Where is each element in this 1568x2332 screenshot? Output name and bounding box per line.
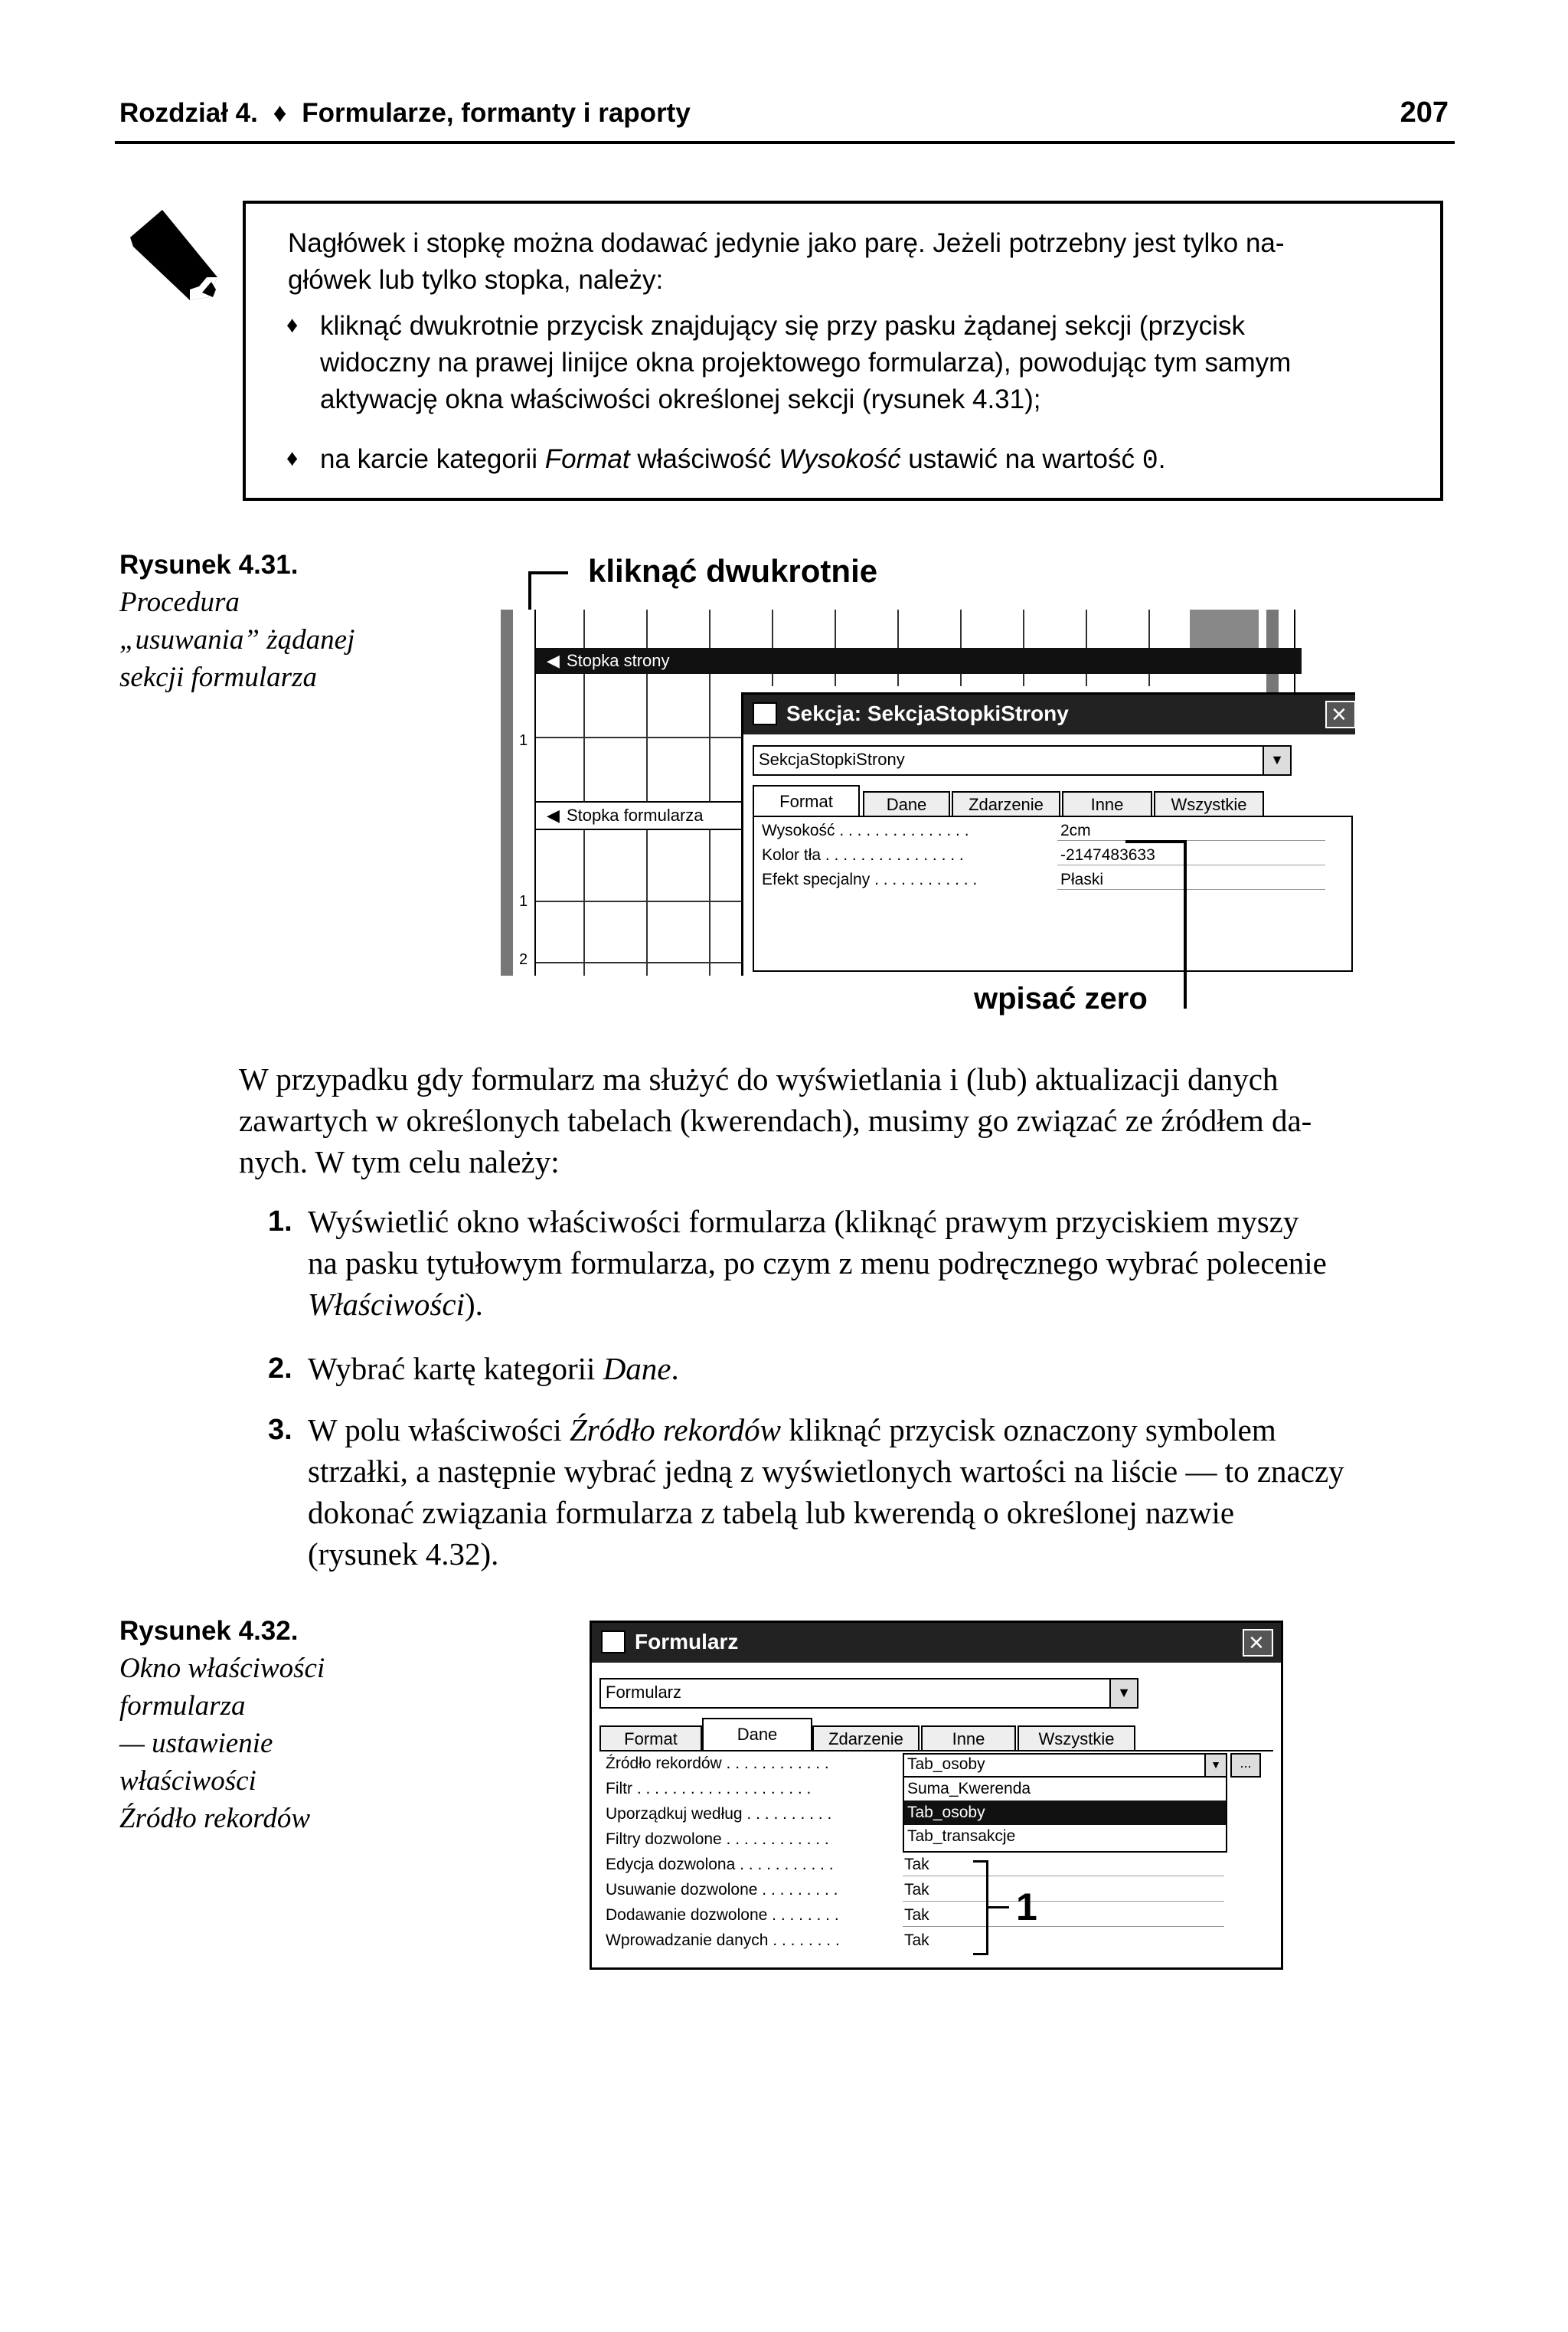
list-item-line: (rysunek 4.32). (308, 1536, 499, 1572)
dropdown-option[interactable]: Tab_transakcje (907, 1827, 1016, 1845)
chapter-label: Rozdział 4. (119, 98, 258, 128)
note-intro-line2: główek lub tylko stopka, należy: (288, 265, 664, 295)
page-number: 207 (1400, 96, 1449, 129)
prop-name: Uporządkuj według . . . . . . . . . . (606, 1805, 832, 1823)
object-selector[interactable]: Formularz ▼ (599, 1678, 1138, 1709)
header-rule (115, 141, 1455, 144)
ruler-mark: 1 (519, 893, 528, 910)
list-item-line: Wyświetlić okno właściwości formularza (kliknąć prawym przyciskiem myszy (308, 1204, 1299, 1239)
prop-name: Wysokość . . . . . . . . . . . . . . . (762, 822, 969, 839)
annotation-double-click: kliknąć dwukrotnie (588, 553, 878, 589)
vertical-ruler (514, 610, 536, 976)
builder-button[interactable]: ... (1230, 1753, 1261, 1778)
note-bullet1-line2: widoczny na prawej linijce okna projektowego formularza), powodując tym samym (320, 348, 1292, 378)
tab-inne[interactable]: Inne (1062, 791, 1152, 817)
record-source-field[interactable]: Tab_osoby ▼ (903, 1753, 1227, 1778)
section-title: Formularze, formanty i raporty (302, 98, 691, 128)
properties-grid (599, 1750, 1273, 1970)
body-paragraph-line: W przypadku gdy formularz ma służyć do wyświetlania i (lub) aktualizacji danych (239, 1061, 1279, 1097)
section-selector[interactable]: SekcjaStopkiStrony ▼ (753, 745, 1292, 776)
annotation-line (528, 571, 568, 574)
note-intro-line1: Nagłówek i stopkę można dodawać jedynie jako parę. Jeżeli potrzebny jest tylko na- (288, 228, 1285, 258)
section-bar-page-footer[interactable]: ◀ Stopka strony (536, 648, 1302, 674)
list-item-line: Wybrać kartę kategorii Dane. (308, 1351, 679, 1386)
dropdown-arrow-icon[interactable]: ▼ (1204, 1755, 1226, 1776)
note-bullet1-line3: aktywację okna właściwości określonej sekcji (rysunek 4.31); (320, 384, 1041, 414)
prop-name: Źródło rekordów . . . . . . . . . . . . (606, 1755, 829, 1772)
list-number: 1. (268, 1205, 292, 1238)
window-title: Sekcja: SekcjaStopkiStrony (786, 702, 1069, 725)
properties-grid (753, 816, 1353, 972)
dropdown-arrow-icon: ▼ (1109, 1679, 1137, 1707)
figure2-caption-title: Rysunek 4.32. (119, 1616, 299, 1646)
section-arrow-icon: ◀ (547, 806, 560, 825)
form-properties-window (590, 1621, 1283, 1970)
tab-wszystkie[interactable]: Wszystkie (1018, 1725, 1135, 1751)
prop-value[interactable]: Tak (904, 1906, 929, 1924)
record-source-dropdown (903, 1776, 1227, 1853)
prop-value[interactable]: Tak (904, 1881, 929, 1899)
window-icon (601, 1630, 626, 1653)
callout-number: 1 (1016, 1886, 1037, 1928)
tab-dane[interactable]: Dane (863, 791, 950, 817)
annotation-line (1184, 840, 1187, 1009)
prop-name: Usuwanie dozwolone . . . . . . . . . (606, 1881, 838, 1899)
tab-zdarzenie[interactable]: Zdarzenie (952, 791, 1060, 817)
dropdown-arrow-icon: ▼ (1263, 747, 1290, 774)
prop-name: Edycja dozwolona . . . . . . . . . . . (606, 1856, 834, 1873)
window-titlebar (592, 1623, 1281, 1663)
prop-name: Efekt specjalny . . . . . . . . . . . . (762, 871, 978, 888)
figure1-caption: Procedura „usuwania” żądanej sekcji formularza (119, 587, 355, 693)
running-header (119, 98, 691, 129)
list-number: 3. (268, 1414, 292, 1446)
figure2-caption: Okno właściwości formularza — ustawienie właściwości Źródło rekordów (119, 1653, 325, 1834)
window-icon (753, 702, 777, 725)
figure1-caption-title: Rysunek 4.31. (119, 550, 299, 580)
diamond-bullet-icon: ♦ (286, 312, 299, 338)
diamond-bullet-icon: ♦ (286, 446, 299, 471)
body-paragraph-line: zawartych w określonych tabelach (kwerendach), musimy go związać ze źródłem da- (239, 1103, 1312, 1138)
pencil-note-icon (116, 207, 224, 306)
prop-value[interactable]: Tak (904, 1931, 929, 1949)
prop-value[interactable]: Płaski (1060, 871, 1104, 888)
section-properties-window (741, 692, 1355, 976)
list-item-line: strzałki, a następnie wybrać jedną z wyświetlonych wartości na liście — to znaczy (308, 1454, 1344, 1489)
ruler-mark: 2 (519, 951, 528, 968)
section-bar-form-footer[interactable]: ◀ Stopka formularza (536, 801, 766, 830)
tab-wszystkie[interactable]: Wszystkie (1154, 791, 1264, 817)
tab-format[interactable]: Format (753, 785, 860, 817)
diamond-icon: ♦ (273, 98, 287, 128)
prop-name: Filtry dozwolone . . . . . . . . . . . . (606, 1830, 829, 1848)
dropdown-option[interactable]: Suma_Kwerenda (907, 1780, 1031, 1797)
section-arrow-icon: ◀ (547, 651, 560, 670)
window-title: Formularz (635, 1630, 739, 1653)
note-box (243, 201, 1443, 501)
list-item-line: Właściwości). (308, 1287, 483, 1322)
ruler-mark: 1 (519, 732, 528, 749)
note-bullet2: na karcie kategorii Format właściwość Wysokość ustawić na wartość 0. (320, 444, 1166, 476)
prop-value[interactable]: Tak (904, 1856, 929, 1873)
prop-name: Kolor tła . . . . . . . . . . . . . . . . (762, 846, 964, 864)
prop-name: Wprowadzanie danych . . . . . . . . (606, 1931, 840, 1949)
dropdown-option-selected[interactable]: Tab_osoby (904, 1801, 1226, 1825)
list-item-line: W polu właściwości Źródło rekordów kliknąć przycisk oznaczony symbolem (308, 1412, 1276, 1447)
prop-value-height[interactable]: 2cm (1060, 822, 1091, 839)
list-item-line: dokonać związania formularza z tabelą lub kwerendą o określonej nazwie (308, 1495, 1235, 1530)
note-bullet1-line1: kliknąć dwukrotnie przycisk znajdujący się przy pasku żądanej sekcji (przycisk (320, 311, 1245, 341)
prop-value[interactable]: -2147483633 (1060, 846, 1155, 864)
window-titlebar (743, 695, 1355, 734)
form-design-view (501, 610, 1355, 976)
tab-format[interactable]: Format (599, 1725, 702, 1751)
tab-dane[interactable]: Dane (702, 1718, 812, 1751)
tab-zdarzenie[interactable]: Zdarzenie (812, 1725, 920, 1751)
prop-name: Dodawanie dozwolone . . . . . . . . (606, 1906, 839, 1924)
close-button[interactable]: × (1243, 1629, 1273, 1657)
list-number: 2. (268, 1352, 292, 1385)
close-button[interactable]: × (1325, 701, 1355, 728)
tab-inne[interactable]: Inne (921, 1725, 1016, 1751)
annotation-enter-zero: wpisać zero (974, 982, 1148, 1016)
prop-name: Filtr . . . . . . . . . . . . . . . . . . . . (606, 1780, 812, 1797)
body-paragraph-line: nych. W tym celu należy: (239, 1144, 560, 1179)
annotation-line (1125, 840, 1187, 843)
list-item-line: na pasku tytułowym formularza, po czym z menu podręcznego wybrać polecenie (308, 1245, 1327, 1280)
